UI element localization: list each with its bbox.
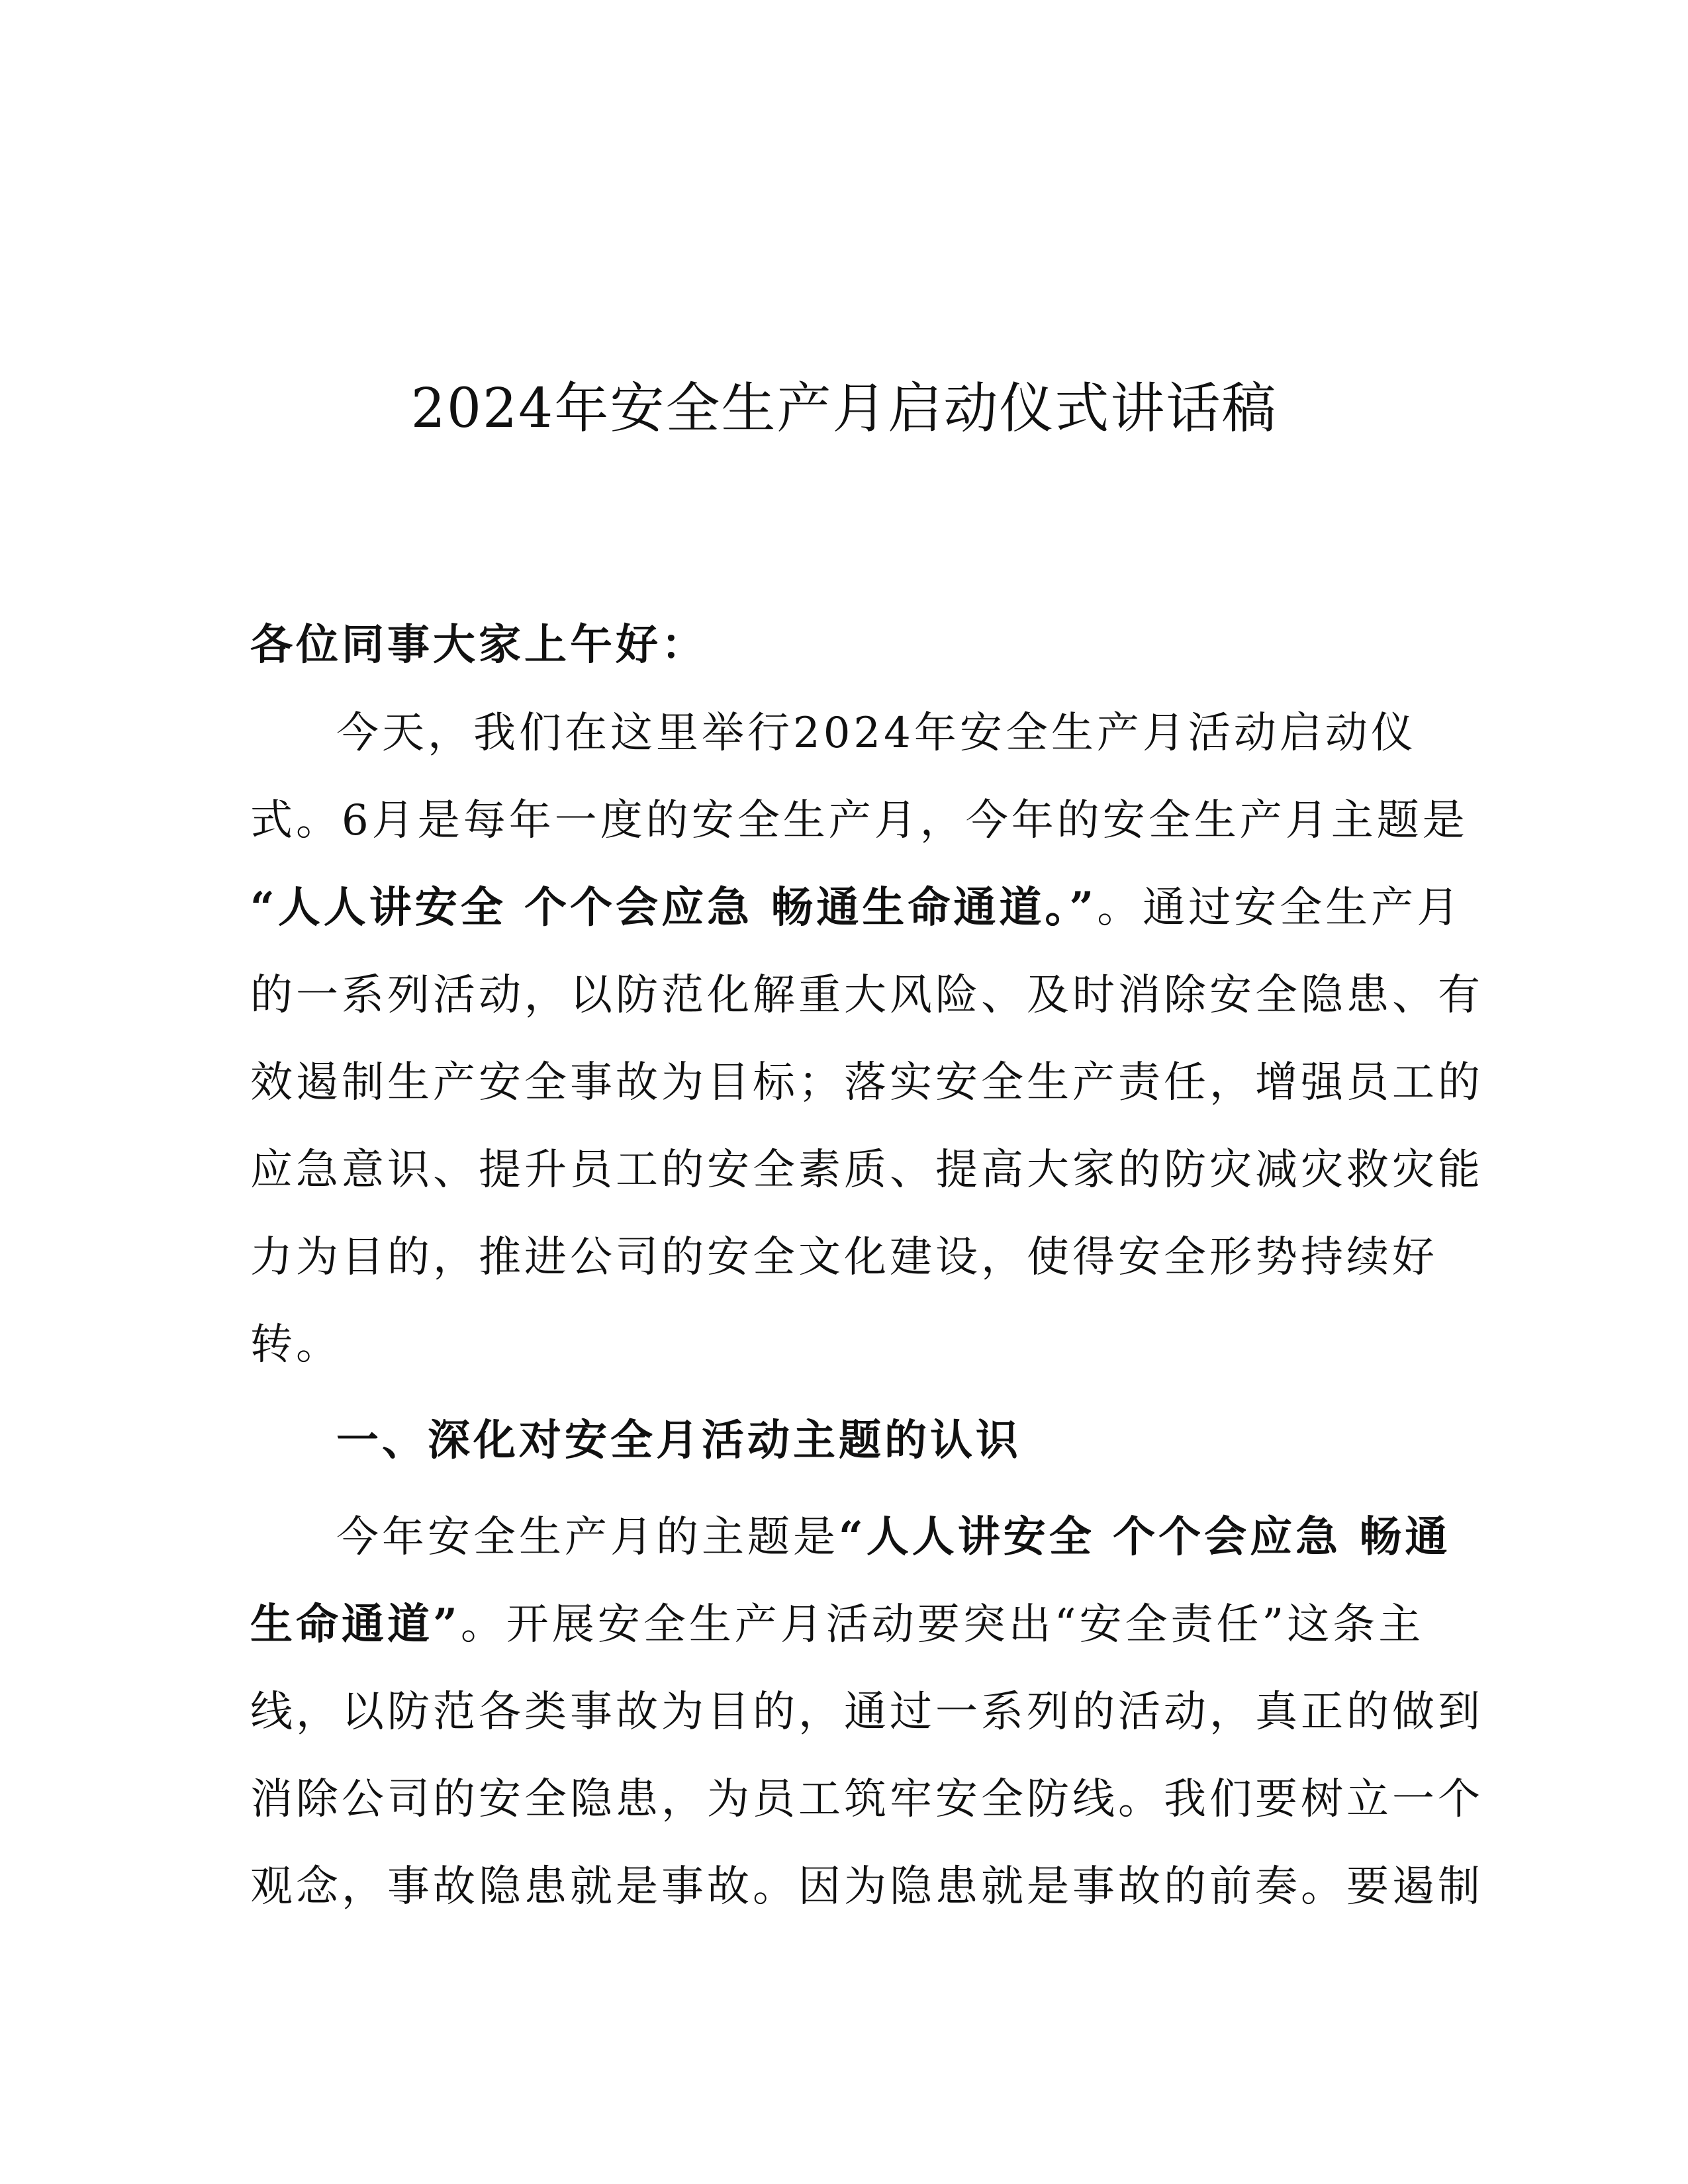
- paragraph-line: 力为目的，推进公司的安全文化建设，使得安全形势持续好: [250, 1233, 1438, 1282]
- theme-quote: “人人讲安全 个个会应急 畅通生命通道。”: [250, 883, 1098, 933]
- theme-quote: “人人讲安全 个个会应急 畅通: [839, 1512, 1451, 1562]
- paragraph-text: 今年安全生产月的主题是: [336, 1513, 839, 1562]
- paragraph-line: 的一系列活动，以防范化解重大风险、及时消除安全隐患、有: [250, 971, 1483, 1020]
- paragraph-line: 应急意识、提升员工的安全素质、提高大家的防灾减灾救灾能: [250, 1146, 1483, 1195]
- paragraph-line: 观念，事故隐患就是事故。因为隐患就是事故的前奏。要遏制: [250, 1862, 1483, 1911]
- paragraph-text: 。通过安全生产月: [1097, 884, 1463, 933]
- greeting: 各位同事大家上午好：: [250, 620, 707, 670]
- paragraph-line: 线，以防范各类事故为目的，通过一系列的活动，真正的做到: [250, 1688, 1483, 1737]
- paragraph-line: 消除公司的安全隐患，为员工筑牢安全防线。我们要树立一个: [250, 1775, 1483, 1824]
- paragraph-line: 效遏制生产安全事故为目标；落实安全生产责任，增强员工的: [250, 1058, 1483, 1107]
- paragraph-line: 今天，我们在这里举行2024年安全生产月活动启动仪: [336, 709, 1417, 758]
- paragraph-line: [250, 1598, 1424, 1651]
- paragraph-line: 转。: [250, 1320, 342, 1369]
- paragraph-text: 。开展安全生产月活动要突出“安全责任”这条主: [460, 1600, 1425, 1649]
- paragraph-line: [336, 1511, 1450, 1564]
- section-heading: 一、深化对安全月活动主题的认识: [336, 1416, 1021, 1465]
- paragraph-line: [250, 882, 1462, 934]
- theme-quote: 生命通道”: [250, 1600, 461, 1649]
- document-title: 2024年安全生产月启动仪式讲话稿: [410, 377, 1278, 440]
- paragraph-line: 式。6月是每年一度的安全生产月，今年的安全生产月主题是: [250, 796, 1468, 845]
